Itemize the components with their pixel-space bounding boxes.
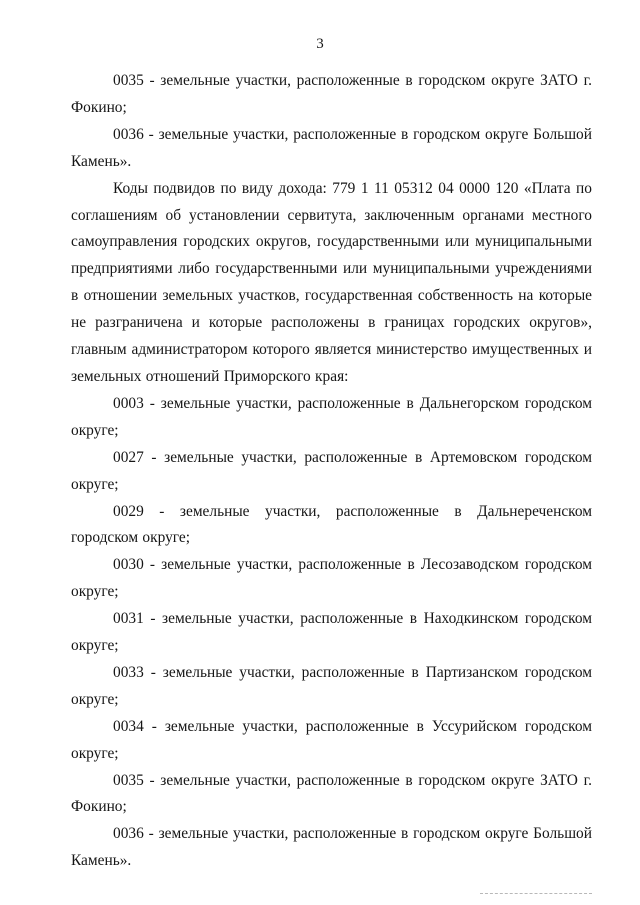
document-body: [71, 68, 592, 875]
paragraph-revenue-codes-intro: Коды подвидов по виду дохода: 779 1 11 05312 04 0000 120 «Плата по соглашениям об установлении сервитута, заключенным органами местного самоуправления городских округов, государственными или муниципальными предприятиями либо государственными или муниципальными учреждениями в отношении земельных участков, государственная собственность на которые не разграничена и которые расположены в границах городских округов», главным администратором которого является министерство имущественных и земельных отношений Приморского края:: [71, 179, 592, 385]
paragraph-code-0035-repeat: 0035 - земельные участки, расположенные в городском округе ЗАТО г. Фокино;: [71, 771, 592, 816]
paragraph-code-0031: 0031 - земельные участки, расположенные в Находкинском городском округе;: [71, 610, 592, 655]
paragraph-code-0035-fokino: 0035 - земельные участки, расположенные в городском округе ЗАТО г. Фокино;: [71, 72, 592, 116]
paragraph-code-0033: 0033 - земельные участки, расположенные в Партизанском городском округе;: [71, 663, 592, 708]
paragraph-code-0027: 0027 - земельные участки, расположенные в Артемовском городском округе;: [71, 448, 592, 493]
paragraph-code-0036-bolshoy-kamen: 0036 - земельные участки, расположенные в городском округе Большой Камень».: [71, 125, 592, 170]
paragraph-code-0036-repeat: 0036 - земельные участки, расположенные в городском округе Большой Камень».: [71, 825, 592, 870]
footer-divider: [480, 893, 592, 894]
paragraph-code-0030: 0030 - земельные участки, расположенные в Лесозаводском городском округе;: [71, 556, 592, 601]
paragraph-code-0003: 0003 - земельные участки, расположенные в Дальнегорском городском округе;: [71, 394, 592, 439]
paragraph-code-0029: 0029 - земельные участки, расположенные в Дальнереченском городском округе;: [71, 502, 592, 547]
paragraph-code-0034: 0034 - земельные участки, расположенные в Уссурийском городском округе;: [71, 717, 592, 762]
page-number: 3: [316, 36, 324, 52]
